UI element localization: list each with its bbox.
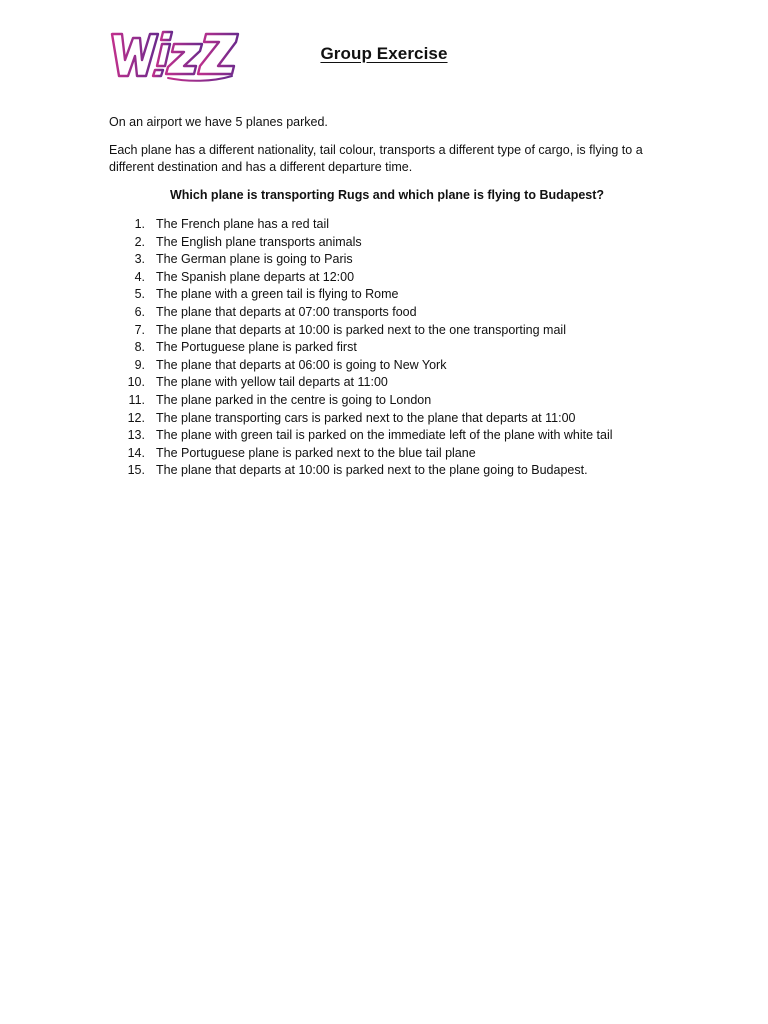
clue-number: 6. bbox=[134, 304, 145, 319]
clue-number: 2. bbox=[134, 234, 145, 249]
list-item bbox=[109, 445, 665, 463]
clue-number: 4. bbox=[134, 269, 145, 284]
list-item bbox=[109, 251, 665, 269]
list-item bbox=[109, 216, 665, 234]
document-body bbox=[109, 114, 665, 480]
clue-text: The English plane transports animals bbox=[156, 234, 362, 249]
clue-text: The German plane is going to Paris bbox=[156, 252, 353, 267]
clue-text: The plane with green tail is parked on the immediate left of the plane with white tail bbox=[156, 428, 613, 443]
clue-text: The plane with a green tail is flying to Rome bbox=[156, 287, 399, 302]
list-item bbox=[109, 286, 665, 304]
clue-text: The plane with yellow tail departs at 11:00 bbox=[156, 375, 388, 390]
clue-number: 5. bbox=[134, 287, 145, 302]
clue-number: 13. bbox=[127, 428, 145, 443]
clue-text: The plane that departs at 10:00 is parked next to the one transporting mail bbox=[156, 322, 566, 337]
question-heading: Which plane is transporting Rugs and which plane is flying to Budapest? bbox=[169, 187, 605, 202]
clue-text: The French plane has a red tail bbox=[156, 217, 330, 231]
list-item bbox=[109, 374, 665, 392]
clue-number: 3. bbox=[134, 252, 145, 267]
clue-text: The Spanish plane departs at 12:00 bbox=[156, 269, 355, 284]
intro-paragraph-1: On an airport we have 5 planes parked. bbox=[109, 115, 328, 129]
page-title-text: Group Exercise bbox=[320, 44, 448, 63]
clue-number: 9. bbox=[134, 357, 145, 372]
clue-number: 12. bbox=[127, 410, 145, 425]
list-item bbox=[109, 410, 665, 428]
clue-number: 10. bbox=[127, 375, 145, 390]
list-item bbox=[109, 322, 665, 340]
clue-text: The Portuguese plane is parked first bbox=[156, 340, 357, 355]
page-title bbox=[0, 44, 768, 64]
list-item bbox=[109, 269, 665, 287]
clue-number: 1. bbox=[134, 217, 145, 231]
list-item bbox=[109, 339, 665, 357]
clue-text: The plane that departs at 06:00 is going to New York bbox=[156, 357, 447, 372]
clue-number: 14. bbox=[127, 445, 145, 460]
list-item bbox=[109, 234, 665, 252]
clue-number: 15. bbox=[127, 463, 145, 478]
clue-text: The Portuguese plane is parked next to the blue tail plane bbox=[156, 445, 476, 460]
clue-text: The plane transporting cars is parked next to the plane that departs at 11:00 bbox=[156, 410, 576, 425]
list-item bbox=[109, 392, 665, 410]
list-item bbox=[109, 357, 665, 375]
clue-text: The plane that departs at 07:00 transports food bbox=[156, 304, 417, 319]
clue-number: 7. bbox=[134, 322, 145, 337]
list-item bbox=[109, 462, 665, 480]
clue-text: The plane parked in the centre is going to London bbox=[156, 392, 432, 407]
clue-text: The plane that departs at 10:00 is parked next to the plane going to Budapest. bbox=[156, 463, 588, 478]
clue-list bbox=[109, 216, 665, 480]
clue-number: 8. bbox=[134, 340, 145, 355]
list-item bbox=[109, 304, 665, 322]
intro-paragraph-2: Each plane has a different nationality, tail colour, transports a different type of cargo, is flying to a different destination and has a different departure time. bbox=[109, 142, 643, 174]
list-item bbox=[109, 427, 665, 445]
clue-number: 11. bbox=[128, 392, 145, 407]
